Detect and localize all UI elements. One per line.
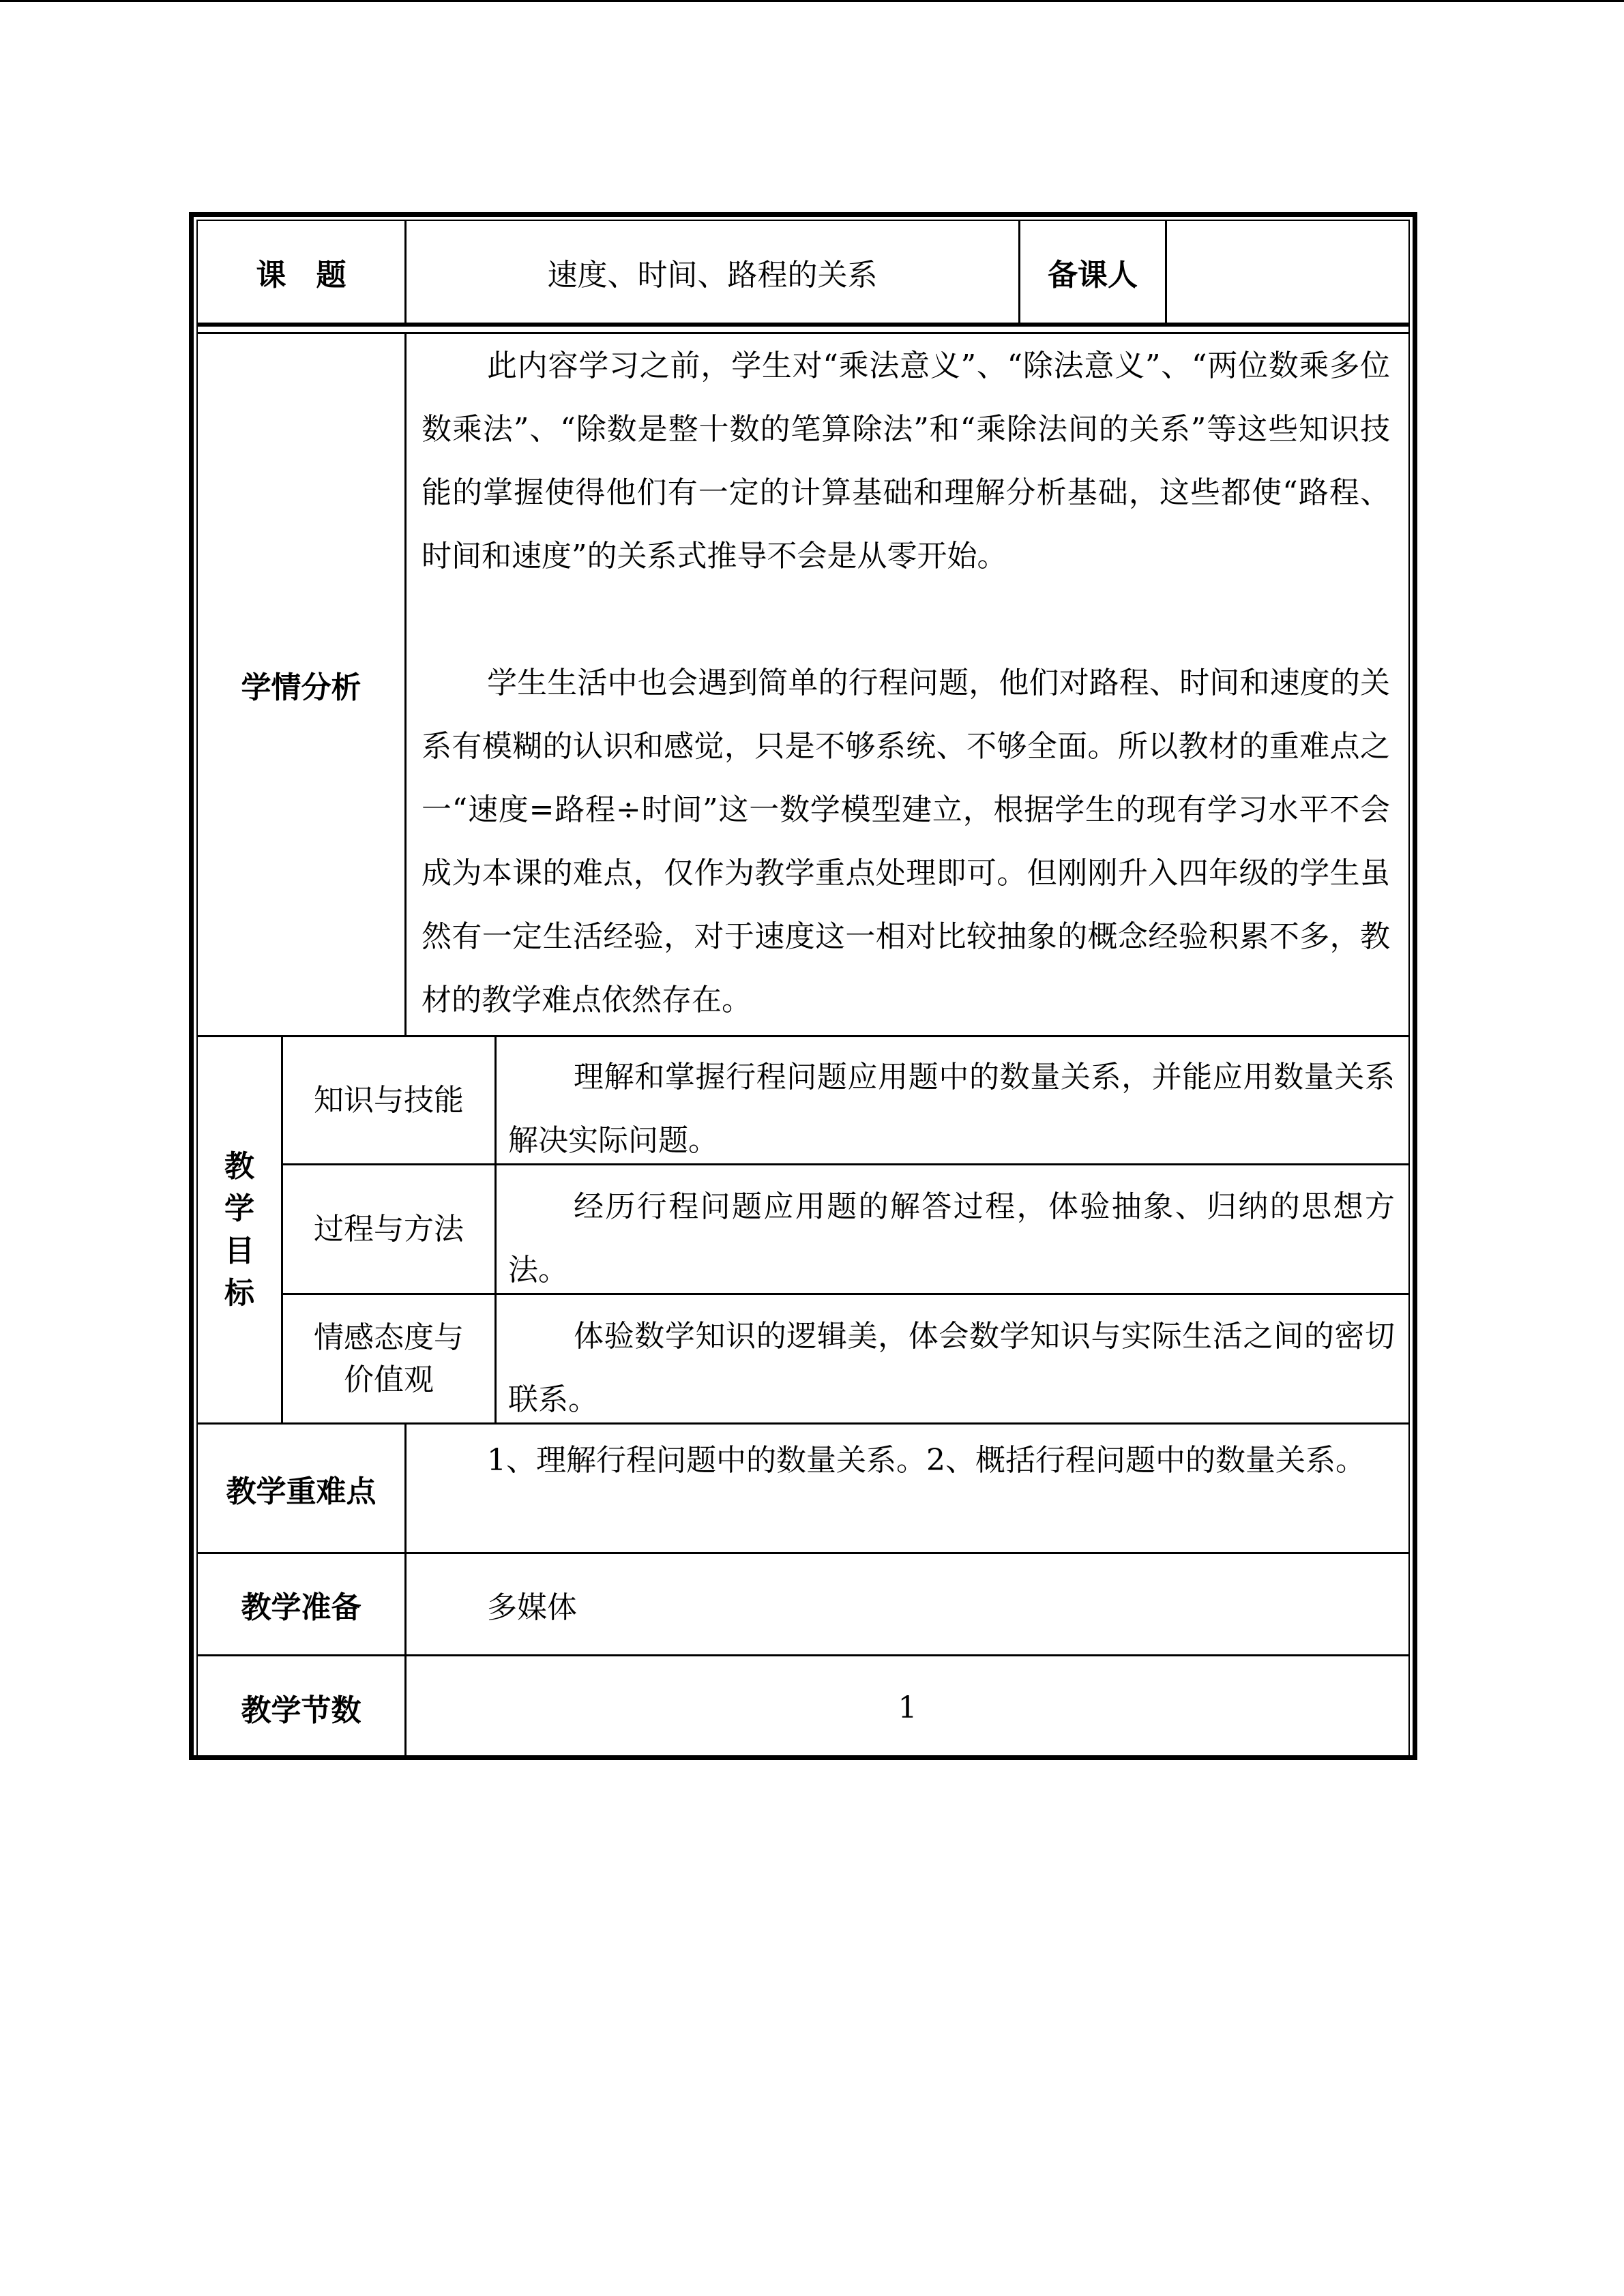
goal-label-knowledge: 知识与技能: [314, 1082, 464, 1118]
analysis-col-rule: [404, 333, 407, 1037]
goals-label: 教学目标: [224, 1148, 254, 1311]
goals-label-cell: [198, 1037, 281, 1422]
goals-col-rule-2: [494, 1035, 497, 1424]
topic-value: 速度、时间、路程的关系: [547, 257, 878, 293]
analysis-label: 学情分析: [241, 670, 361, 705]
analysis-paragraph-1: 此内容学习之前，学生对“乘法意义”、“除法意义”、“两位数乘多位数乘法”、“除数是整十数的笔算除法”和“乘除法间的关系”等这些知识技能的掌握使得他们有一定的计算基础和理解分析基础，这些都使“路程、时间和速度”的关系式推导不会是从零开始。: [422, 348, 1390, 573]
goal-text-knowledge: 理解和掌握行程问题应用题中的数量关系，并能应用数量关系解决实际问题。: [508, 1060, 1395, 1158]
goal-text-attitude: 体验数学知识的逻辑美，体会数学知识与实际生活之间的密切联系。: [508, 1319, 1395, 1417]
preparation-label: 教学准备: [241, 1590, 361, 1625]
preparation-text: 多媒体: [487, 1590, 577, 1625]
goal-label-attitude: 情感态度与价值观: [314, 1320, 464, 1397]
goal-text-process: 经历行程问题应用题的解答过程，体验抽象、归纳的思想方法。: [508, 1189, 1395, 1287]
topic-label: 课 题: [256, 257, 346, 293]
sessions-value: 1: [898, 1690, 917, 1725]
sessions-label: 教学节数: [241, 1693, 361, 1728]
preparer-label: 备课人: [1048, 257, 1138, 293]
goal-label-process: 过程与方法: [314, 1211, 464, 1247]
analysis-paragraph-2: 学生生活中也会遇到简单的行程问题，他们对路程、时间和速度的关系有模糊的认识和感觉，只是不够系统、不够全面。所以教材的重难点之一“速度=路程÷时间”这一数学模型建立，根据学生的现有学习水平不会成为本课的难点，仅作为教学重点处理即可。但刚刚升入四年级的学生虽然有一定生活经验，对于速度这一相对比较抽象的概念经验积累不多，教材的教学难点依然存在。: [422, 666, 1390, 1017]
keypoints-label: 教学重难点: [226, 1474, 377, 1509]
keypoints-text: 1、理解行程问题中的数量关系。2、概括行程问题中的数量关系。: [487, 1443, 1365, 1478]
page-top-border: [0, 0, 1624, 2]
header-divider: [196, 323, 1410, 327]
preparer-value[interactable]: [1167, 221, 1408, 323]
